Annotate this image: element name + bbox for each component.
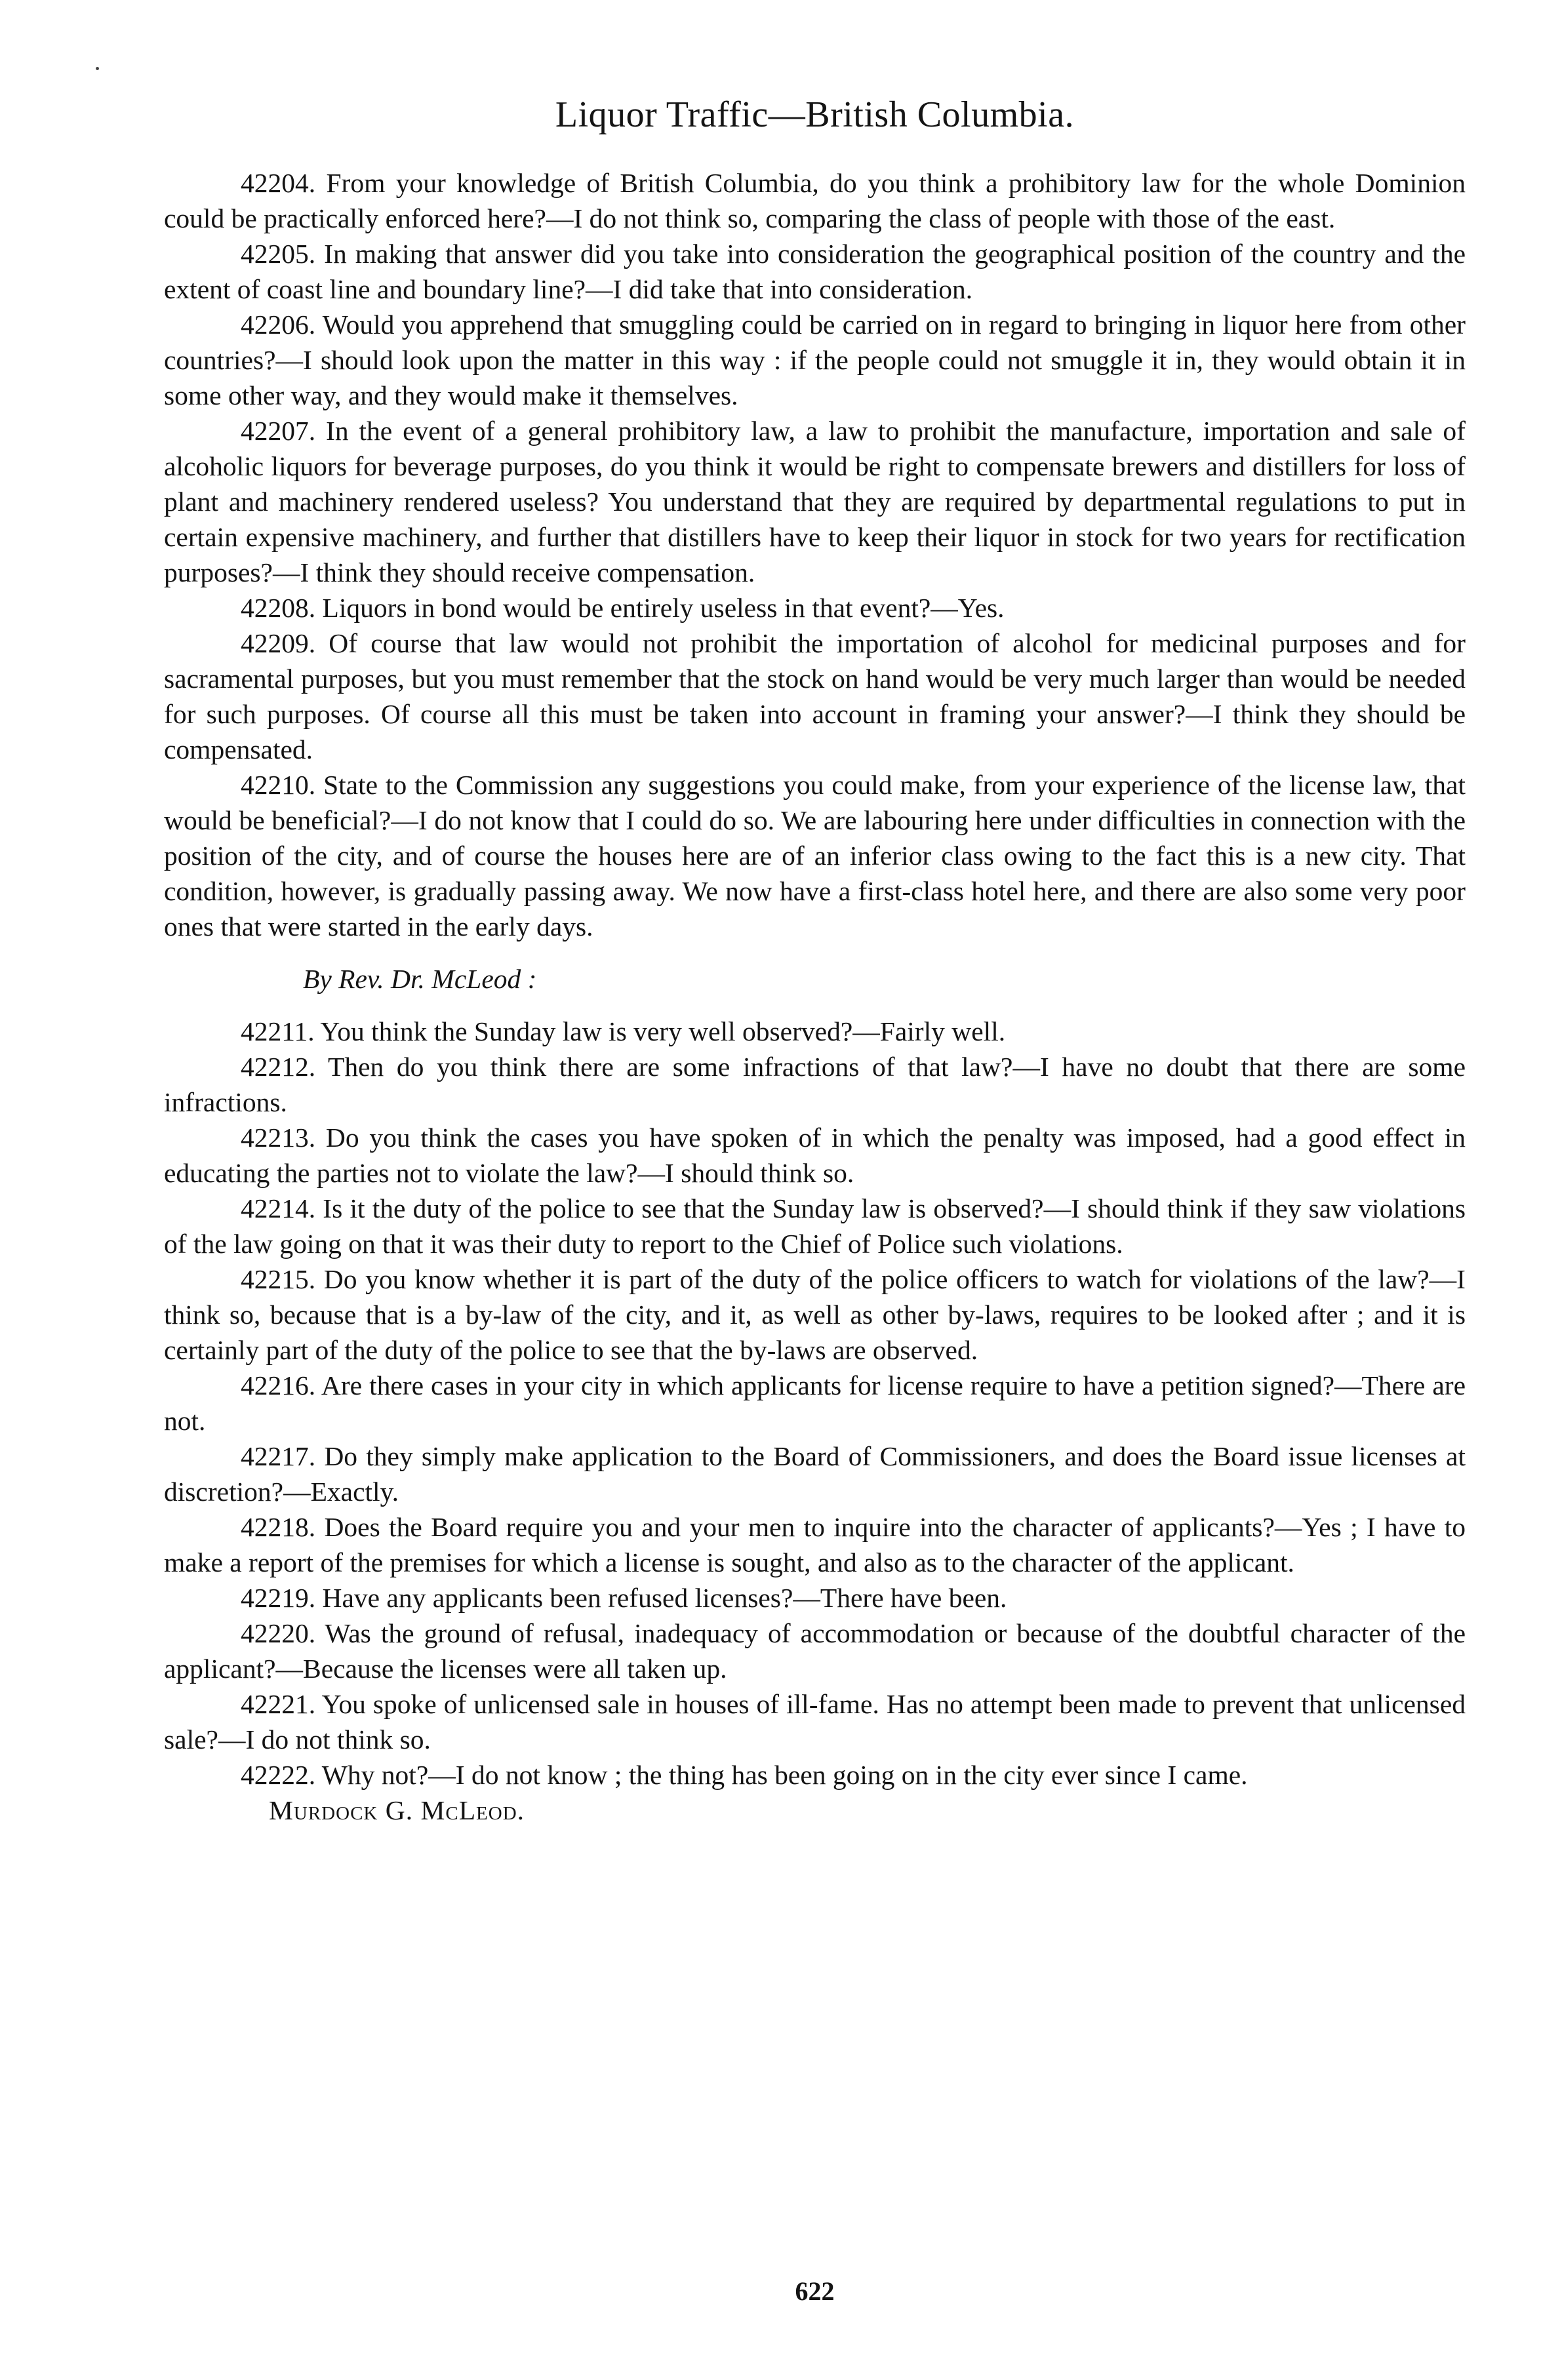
testimony-paragraph: 42214. Is it the duty of the police to see that the Sunday law is observed?—I should think if they saw violations of the law going on that it was their duty to report to the Chief of Police such violations. <box>164 1193 1466 1259</box>
testimony-paragraph: 42204. From your knowledge of British Columbia, do you think a prohibitory law for the whole Dominion could be practically enforced here?—I do not think so, comparing the class of people with those of the east. <box>164 168 1466 233</box>
testimony-paragraph: 42222. Why not?—I do not know ; the thing has been going on in the city ever since I came. <box>241 1760 1248 1790</box>
testimony-paragraph: 42208. Liquors in bond would be entirely useless in that event?—Yes. <box>241 593 1005 623</box>
testimony-section-a <box>164 165 1466 944</box>
testimony-paragraph: 42209. Of course that law would not prohibit the importation of alcohol for medicinal purposes and for sacramental purposes, but you must remember that the stock on hand would be very much larger than would be needed for such purposes. Of course all this must be taken into account in framing your answer?—I think they should be compensated. <box>164 628 1466 764</box>
examiner-byline: By Rev. Dr. McLeod : <box>303 964 537 994</box>
testimony-paragraph: 42218. Does the Board require you and your men to inquire into the character of applicants?—Yes ; I have to make a report of the premises for which a license is sought, and also as to the character of the applicant. <box>164 1512 1466 1577</box>
testimony-paragraph: 42217. Do they simply make application to the Board of Commissioners, and does the Board issue licenses at discretion?—Exactly. <box>164 1441 1466 1507</box>
testimony-paragraph: 42211. You think the Sunday law is very well observed?—Fairly well. <box>241 1016 1006 1046</box>
testimony-paragraph: 42221. You spoke of unlicensed sale in houses of ill-fame. Has no attempt been made to prevent that unlicensed sale?—I do not think so. <box>164 1689 1466 1755</box>
testimony-paragraph: 42215. Do you know whether it is part of the duty of the police officers to watch for violations of the law?—I think so, because that is a by-law of the city, and it, as well as other by-laws, requires to be looked after ; and it is certainly part of the duty of the police to see that the by-laws are observed. <box>164 1264 1466 1365</box>
testimony-paragraph: 42219. Have any applicants been refused licenses?—There have been. <box>241 1583 1007 1613</box>
testimony-paragraph: 42213. Do you think the cases you have spoken of in which the penalty was imposed, had a good effect in educating the parties not to violate the law?—I should think so. <box>164 1122 1466 1188</box>
testimony-paragraph: 42205. In making that answer did you take into consideration the geographical position of the country and the extent of coast line and boundary line?—I did take that into consideration. <box>164 239 1466 304</box>
testimony-paragraph: 42207. In the event of a general prohibitory law, a law to prohibit the manufacture, importation and sale of alcoholic liquors for beverage purposes, do you think it would be right to compensate brewers and distillers for loss of plant and machinery rendered useless? You understand that they are required by departmental regulations to put in certain expensive machinery, and further that distillers have to keep their liquor in stock for two years for rectification purposes?—I think they should receive compensation. <box>164 416 1466 587</box>
testimony-paragraph: 42220. Was the ground of refusal, inadequacy of accommodation or because of the doubtful character of the applicant?—Because the licenses were all taken up. <box>164 1618 1466 1684</box>
stray-mark <box>96 67 99 70</box>
testimony-paragraph: 42206. Would you apprehend that smuggling could be carried on in regard to bringing in liquor here from other countries?—I should look upon the matter in this way : if the people could not smuggle it in, they would obtain it in some other way, and they would make it themselves. <box>164 309 1466 410</box>
testimony-paragraph: 42210. State to the Commission any suggestions you could make, from your experience of the license law, that would be beneficial?—I do not know that I could do so. We are labouring here under difficulties in connection with the position of the city, and of course the houses here are of an inferior class owing to the fact this is a new city. That condition, however, is gradually passing away. We now have a first-class hotel here, and there are also some very poor ones that were started in the early days. <box>164 770 1466 942</box>
page-number: 622 <box>795 2276 835 2306</box>
witness-signature: Murdock G. McLeod. <box>269 1795 525 1825</box>
document-page <box>164 92 1466 2306</box>
testimony-paragraph: 42216. Are there cases in your city in which applicants for license require to have a petition signed?—There are not. <box>164 1370 1466 1436</box>
page-title: Liquor Traffic—British Columbia. <box>555 94 1075 135</box>
testimony-paragraph: 42212. Then do you think there are some infractions of that law?—I have no doubt that there are some infractions. <box>164 1052 1466 1117</box>
testimony-section-b <box>164 1014 1466 1793</box>
